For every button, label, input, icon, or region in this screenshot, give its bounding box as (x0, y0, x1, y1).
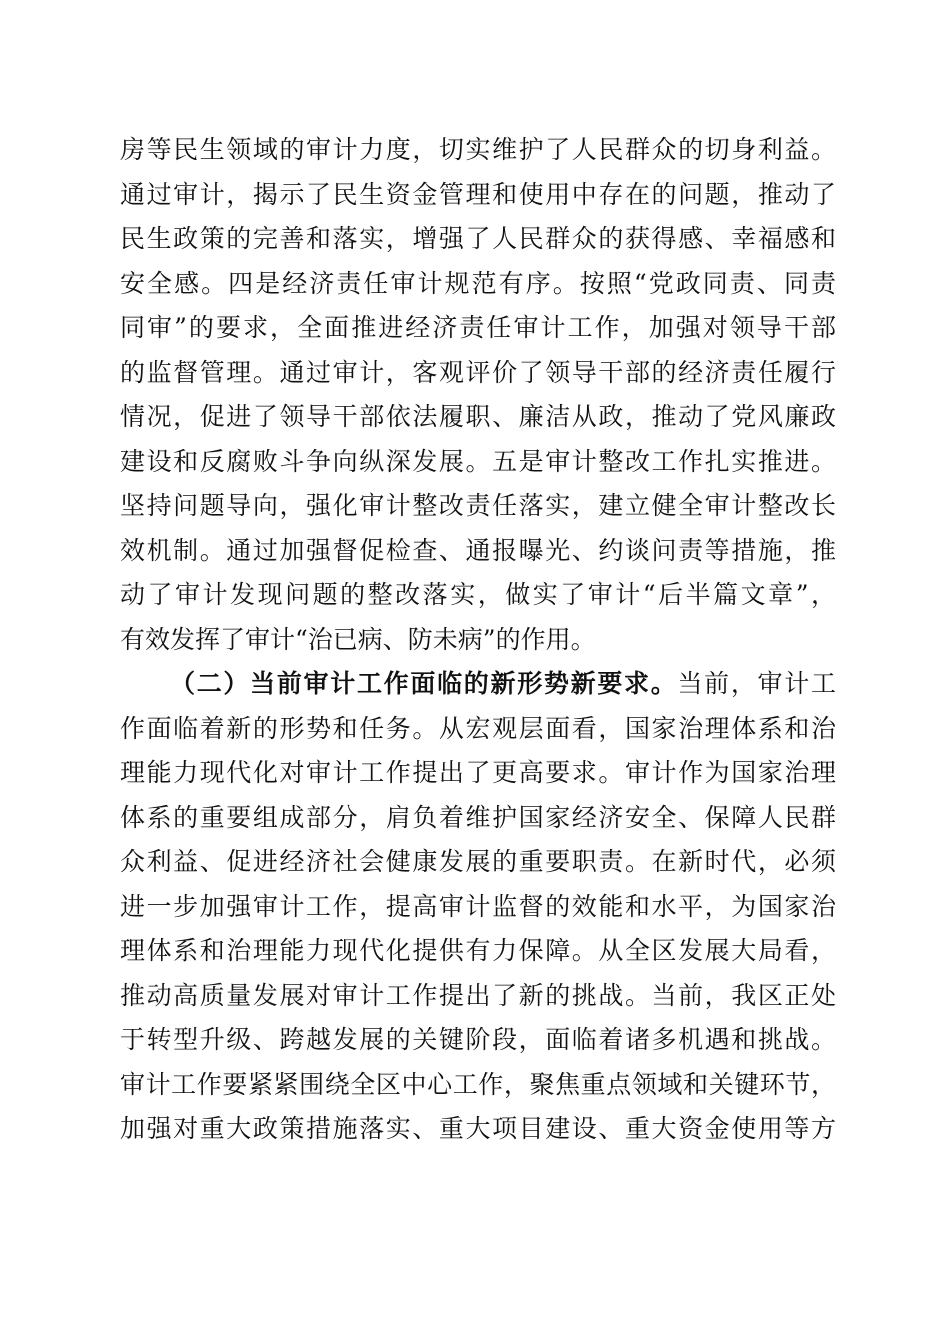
section-heading-tail: 当前，审计工 (677, 669, 836, 698)
section-line: 体系的重要组成部分，肩负着维护国家经济安全、保障人民群 (120, 802, 836, 832)
section-line: 于转型升级、跨越发展的关键阶段，面临着诸多机遇和挑战。 (120, 1025, 836, 1054)
section-line: 众利益、促进经济社会健康发展的重要职责。在新时代，必须 (120, 847, 836, 876)
section-line: 推动高质量发展对审计工作提出了新的挑战。当前，我区正处 (120, 980, 836, 1010)
paragraph-line-last: 有效发挥了审计“治已病、防未病”的作用。 (120, 624, 596, 654)
paragraph-line: 房等民生领域的审计力度，切实维护了人民群众的切身利益。 (120, 135, 836, 164)
paragraph-line: 建设和反腐败斗争向纵深发展。五是审计整改工作扎实推进。 (120, 446, 836, 476)
paragraph-line: 的监督管理。通过审计，客观评价了领导干部的经济责任履行 (120, 357, 836, 387)
section-heading-line (120, 662, 836, 707)
section-line: 审计工作要紧紧围绕全区中心工作，聚焦重点领域和关键环节， (120, 1069, 836, 1099)
section-heading: （二）当前审计工作面临的新形势新要求。 (170, 669, 678, 698)
paragraph-line: 效机制。通过加强督促检查、通报曝光、约谈问责等措施，推 (120, 535, 836, 565)
paragraph-line: 情况，促进了领导干部依法履职、廉洁从政，推动了党风廉政 (120, 402, 836, 431)
section-line: 理体系和治理能力现代化提供有力保障。从全区发展大局看， (120, 936, 836, 965)
section-line: 进一步加强审计工作，提高审计监督的效能和水平，为国家治 (120, 891, 836, 921)
section-line: 加强对重大政策措施落实、重大项目建设、重大资金使用等方 (120, 1114, 836, 1143)
paragraph-line: 通过审计，揭示了民生资金管理和使用中存在的问题，推动了 (120, 179, 836, 209)
paragraph-line: 坚持问题导向，强化审计整改责任落实，建立健全审计整改长 (120, 491, 836, 520)
section-line: 理能力现代化对审计工作提出了更高要求。审计作为国家治理 (120, 758, 836, 787)
section-line: 作面临着新的形势和任务。从宏观层面看，国家治理体系和治 (120, 713, 836, 743)
paragraph-line: 安全感。四是经济责任审计规范有序。按照“党政同责、同责 (120, 268, 836, 298)
paragraph-line: 动了审计发现问题的整改落实，做实了审计“后半篇文章”， (120, 580, 836, 609)
paragraph-line: 民生政策的完善和落实，增强了人民群众的获得感、幸福感和 (120, 224, 836, 253)
document-page (120, 128, 836, 1152)
paragraph-line: 同审”的要求，全面推进经济责任审计工作，加强对领导干部 (120, 313, 836, 342)
